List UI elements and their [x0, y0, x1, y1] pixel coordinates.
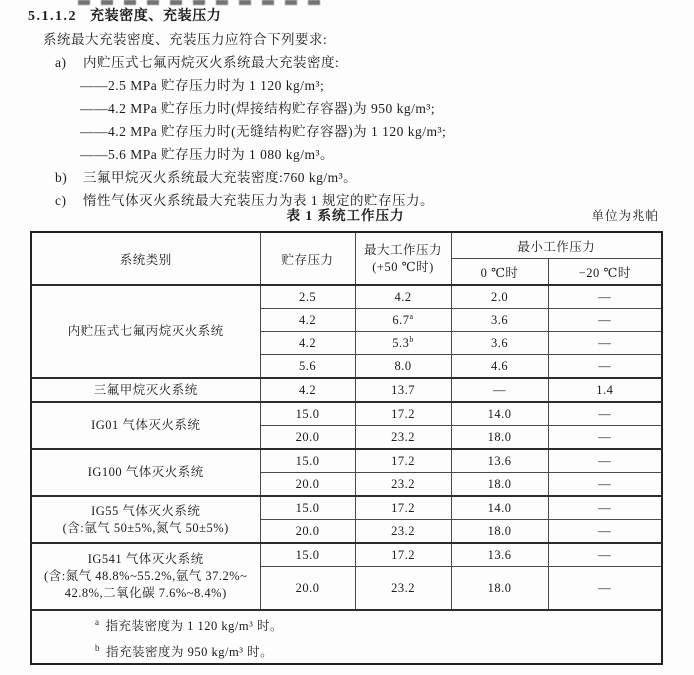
max-working-pressure-cell: 13.7 [355, 378, 451, 402]
list-item-a [28, 51, 680, 74]
header-system-category: 系统类别 [31, 232, 260, 285]
min-pressure-minus20c-cell: — [548, 520, 662, 544]
footnote-ref-a: a [409, 311, 414, 321]
header-min-at-0c: 0 ℃时 [451, 259, 548, 286]
item-marker: b) [55, 170, 68, 185]
system-category-cell [31, 285, 260, 378]
max-working-pressure-cell: 23.2 [355, 473, 451, 497]
min-pressure-minus20c-cell: — [548, 426, 662, 450]
header-storage-pressure: 贮存压力 [260, 232, 355, 285]
storage-pressure-cell: 20.0 [260, 567, 355, 611]
min-pressure-0c-cell: 4.6 [451, 355, 548, 379]
table-footnotes-cell [31, 610, 662, 664]
min-pressure-minus20c-cell: 1.4 [548, 378, 662, 402]
min-pressure-minus20c-cell: — [548, 402, 662, 426]
section-number: 5.1.1.2 [28, 9, 77, 24]
footnote-ref-b: b [409, 334, 414, 344]
dash-sub-item: ——2.5 MPa 贮存压力时为 1 120 kg/m³; [80, 78, 325, 93]
max-working-pressure-cell: 23.2 [355, 426, 451, 450]
footnote-text: 指充装密度为 1 120 kg/m³ 时。 [105, 619, 283, 634]
section-intro: 系统最大充装密度、充装压力应符合下列要求: [43, 32, 328, 47]
storage-pressure-cell: 5.6 [260, 355, 355, 379]
min-pressure-0c-cell: 13.6 [451, 449, 548, 473]
min-pressure-minus20c-cell: — [548, 567, 662, 611]
storage-pressure-cell: 4.2 [260, 332, 355, 355]
system-category-cell [31, 496, 260, 543]
footnote-b [95, 637, 659, 663]
min-pressure-minus20c-cell: — [548, 309, 662, 332]
footnote-text: 指充装密度为 950 kg/m³ 时。 [106, 645, 274, 660]
dash-sub-item: ——4.2 MPa 贮存压力时(无缝结构贮存容器)为 1 120 kg/m³; [80, 124, 447, 139]
table-caption-row [30, 204, 661, 228]
footnote-marker: a [95, 617, 100, 627]
min-pressure-0c-cell: — [451, 378, 548, 402]
system-category-cell [31, 543, 260, 610]
system-category-line: 42.8%,二氧化碳 7.6%~8.4%) [64, 586, 227, 600]
system-category-line: 三氟甲烷灭火系统 [93, 382, 198, 397]
footnote-marker: b [95, 643, 100, 654]
storage-pressure-cell: 15.0 [260, 543, 355, 567]
item-marker: a) [55, 55, 67, 70]
table-caption: 表 1 系统工作压力 [286, 208, 405, 223]
header-min-at-minus20c: −20 ℃时 [548, 259, 662, 286]
max-working-pressure-cell: 23.2 [355, 567, 451, 611]
min-pressure-0c-cell: 18.0 [451, 426, 548, 450]
storage-pressure-cell: 15.0 [260, 449, 355, 473]
list-item-b [28, 166, 680, 189]
min-pressure-minus20c-cell: — [548, 496, 662, 520]
min-pressure-minus20c-cell: — [548, 449, 662, 473]
max-working-pressure-cell: 6.7$^a$ [355, 309, 451, 332]
min-pressure-0c-cell: 18.0 [451, 567, 548, 611]
min-pressure-0c-cell: 13.6 [451, 543, 548, 567]
max-working-pressure-cell: 23.2 [355, 520, 451, 544]
min-pressure-0c-cell: 18.0 [451, 520, 548, 544]
min-pressure-minus20c-cell: — [548, 332, 662, 355]
storage-pressure-cell: 15.0 [260, 402, 355, 426]
system-category-line: IG541 气体灭火系统 [87, 552, 204, 566]
max-working-pressure-cell: 4.2 [355, 285, 451, 309]
max-working-pressure-cell: 17.2 [355, 496, 451, 520]
min-pressure-0c-cell: 18.0 [451, 473, 548, 497]
min-pressure-minus20c-cell: — [548, 285, 662, 309]
item-text: 惰性气体灭火系统最大充装压力为表 1 规定的贮存压力。 [83, 193, 434, 208]
storage-pressure-cell: 20.0 [260, 520, 355, 544]
header-max-line1: 最大工作压力 [363, 242, 442, 257]
system-working-pressure-table [30, 231, 663, 665]
system-category-cell [31, 402, 260, 449]
item-text: 内贮压式七氟丙烷灭火系统最大充装密度: [83, 55, 340, 70]
min-pressure-0c-cell: 3.6 [451, 332, 548, 355]
min-pressure-0c-cell: 2.0 [451, 285, 548, 309]
system-category-cell [31, 378, 260, 402]
system-category-line: (含:氩气 50±5%,氮气 50±5%) [62, 520, 229, 535]
min-pressure-0c-cell: 14.0 [451, 402, 548, 426]
section-body [28, 5, 680, 212]
storage-pressure-cell: 20.0 [260, 426, 355, 450]
footnote-a [95, 611, 659, 637]
system-category-line: IG100 气体灭火系统 [87, 465, 204, 479]
header-max-line2: (+50 ℃时) [372, 259, 434, 274]
system-category-line: IG01 气体灭火系统 [91, 418, 201, 432]
max-working-pressure-cell: 8.0 [355, 355, 451, 379]
system-category-line: 内贮压式七氟丙烷灭火系统 [67, 324, 224, 338]
min-pressure-0c-cell: 14.0 [451, 496, 548, 520]
max-working-pressure-cell: 17.2 [355, 449, 451, 473]
dash-sub-item: ——5.6 MPa 贮存压力时为 1 080 kg/m³。 [80, 147, 335, 162]
item-marker: c) [55, 193, 67, 208]
dash-sub-item: ——4.2 MPa 贮存压力时(焊接结构贮存容器)为 950 kg/m³; [80, 101, 436, 116]
max-working-pressure-cell: 17.2 [355, 402, 451, 426]
max-working-pressure-cell: 5.3$^b$ [355, 332, 451, 355]
storage-pressure-cell: 20.0 [260, 473, 355, 497]
header-min-working-pressure: 最小工作压力 [451, 232, 662, 259]
storage-pressure-cell: 4.2 [260, 378, 355, 402]
storage-pressure-cell: 2.5 [260, 285, 355, 309]
max-working-pressure-cell: 17.2 [355, 543, 451, 567]
system-category-line: IG55 气体灭火系统 [91, 503, 201, 518]
table-unit-note: 单位为兆帕 [591, 209, 659, 223]
storage-pressure-cell: 4.2 [260, 309, 355, 332]
min-pressure-minus20c-cell: — [548, 355, 662, 379]
min-pressure-0c-cell: 3.6 [451, 309, 548, 332]
section-heading [28, 5, 680, 28]
requirements-list [28, 51, 680, 212]
header-max-working-pressure [355, 232, 451, 285]
min-pressure-minus20c-cell: — [548, 543, 662, 567]
system-category-cell [31, 449, 260, 496]
item-text: 三氟甲烷灭火系统最大充装密度:760 kg/m³。 [83, 170, 358, 185]
min-pressure-minus20c-cell: — [548, 473, 662, 497]
storage-pressure-cell: 15.0 [260, 496, 355, 520]
system-category-line: (含:氮气 48.8%~55.2%,氩气 37.2%~ [44, 569, 248, 583]
section-title: 充装密度、充装压力 [90, 9, 222, 24]
